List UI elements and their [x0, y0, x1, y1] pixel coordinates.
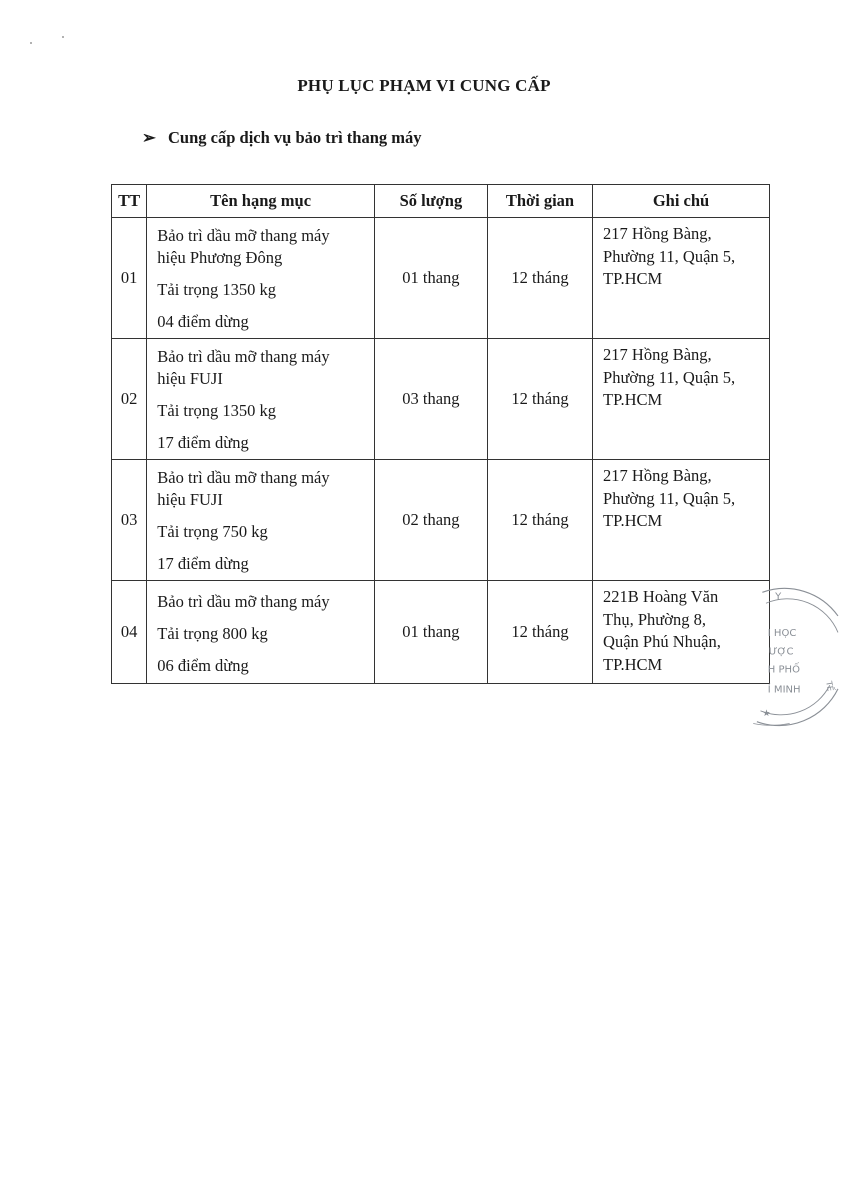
- name-line: 04 điểm dừng: [157, 312, 249, 331]
- header-note: Ghi chú: [593, 185, 770, 218]
- stamp-text: I HỌC: [767, 628, 797, 640]
- cell-name: [147, 339, 375, 460]
- cell-name: [147, 581, 375, 684]
- note-line: 217 Hồng Bàng,: [603, 345, 712, 364]
- name-line: Tải trọng 750 kg: [157, 522, 268, 541]
- name-line: Bảo trì dầu mỡ thang máy: [157, 592, 330, 611]
- name-line: 17 điểm dừng: [157, 554, 249, 573]
- cell-quantity: 01 thang: [374, 218, 487, 339]
- cell-tt: 03: [112, 460, 147, 581]
- header-time: Thời gian: [487, 185, 592, 218]
- name-line: 17 điểm dừng: [157, 433, 249, 452]
- name-line: Bảo trì dầu mỡ thang máy: [157, 347, 330, 366]
- stamp-text: Y: [775, 591, 782, 603]
- name-line: 06 điểm dừng: [157, 656, 249, 675]
- table-row: [112, 339, 770, 460]
- stamp-text: ƯỢC: [768, 646, 794, 658]
- cell-quantity: 03 thang: [374, 339, 487, 460]
- name-line: Bảo trì dầu mỡ thang máy: [157, 226, 330, 245]
- table-row: [112, 581, 770, 684]
- note-line: Phường 11, Quận 5,: [603, 488, 736, 508]
- cell-note: [593, 460, 770, 581]
- stamp-text: TẾ: [824, 680, 836, 692]
- note-line: Phường 11, Quận 5,: [603, 246, 736, 266]
- cell-name: [147, 460, 375, 581]
- note-line: Phường 11, Quận 5,: [603, 367, 736, 387]
- cell-time: 12 tháng: [487, 460, 592, 581]
- stamp-text: H PHỐ: [767, 664, 800, 676]
- cell-tt: 01: [112, 218, 147, 339]
- document-title: PHỤ LỤC PHẠM VI CUNG CẤP: [297, 76, 551, 95]
- cell-note: [593, 339, 770, 460]
- note-line: 217 Hồng Bàng,: [603, 224, 712, 243]
- note-line: TP.HCM: [603, 511, 663, 530]
- name-line: Bảo trì dầu mỡ thang máy: [157, 468, 330, 487]
- cell-time: 12 tháng: [487, 339, 592, 460]
- header-name: Tên hạng mục: [147, 185, 375, 218]
- section-heading: [142, 128, 422, 148]
- scan-speck: [30, 42, 32, 44]
- cell-quantity: 01 thang: [374, 581, 487, 684]
- name-line: Tải trọng 800 kg: [157, 624, 268, 643]
- cell-tt: 02: [112, 339, 147, 460]
- name-line: hiệu Phương Đông: [157, 248, 283, 267]
- scope-table: [111, 184, 770, 684]
- header-quantity: Số lượng: [374, 185, 487, 218]
- cell-time: 12 tháng: [487, 218, 592, 339]
- name-line: hiệu FUJI: [157, 369, 223, 388]
- scan-speck: [62, 36, 64, 38]
- stamp-star-icon: ★: [762, 709, 771, 720]
- cell-note: [593, 218, 770, 339]
- cell-quantity: 02 thang: [374, 460, 487, 581]
- stamp-text: Í MINH: [767, 684, 801, 696]
- arrow-bullet-icon: ➢: [142, 128, 156, 147]
- table-header-row: [112, 185, 770, 218]
- note-line: TP.HCM: [603, 654, 663, 674]
- name-line: hiệu FUJI: [157, 490, 223, 509]
- table-row: [112, 218, 770, 339]
- table-row: [112, 460, 770, 581]
- note-line: TP.HCM: [603, 269, 663, 288]
- cell-time: 12 tháng: [487, 581, 592, 684]
- seal-stamp-icon: [735, 572, 848, 742]
- note-line: 221B Hoàng Văn: [603, 587, 719, 606]
- note-line: Thụ, Phường 8,: [603, 609, 706, 629]
- name-line: Tải trọng 1350 kg: [157, 401, 276, 420]
- note-line: 217 Hồng Bàng,: [603, 466, 712, 485]
- note-line: Quận Phú Nhuận,: [603, 632, 721, 651]
- note-line: TP.HCM: [603, 390, 663, 409]
- name-line: Tải trọng 1350 kg: [157, 280, 276, 299]
- section-title: Cung cấp dịch vụ bảo trì thang máy: [168, 128, 422, 147]
- cell-name: [147, 218, 375, 339]
- cell-tt: 04: [112, 581, 147, 684]
- header-tt: TT: [112, 185, 147, 218]
